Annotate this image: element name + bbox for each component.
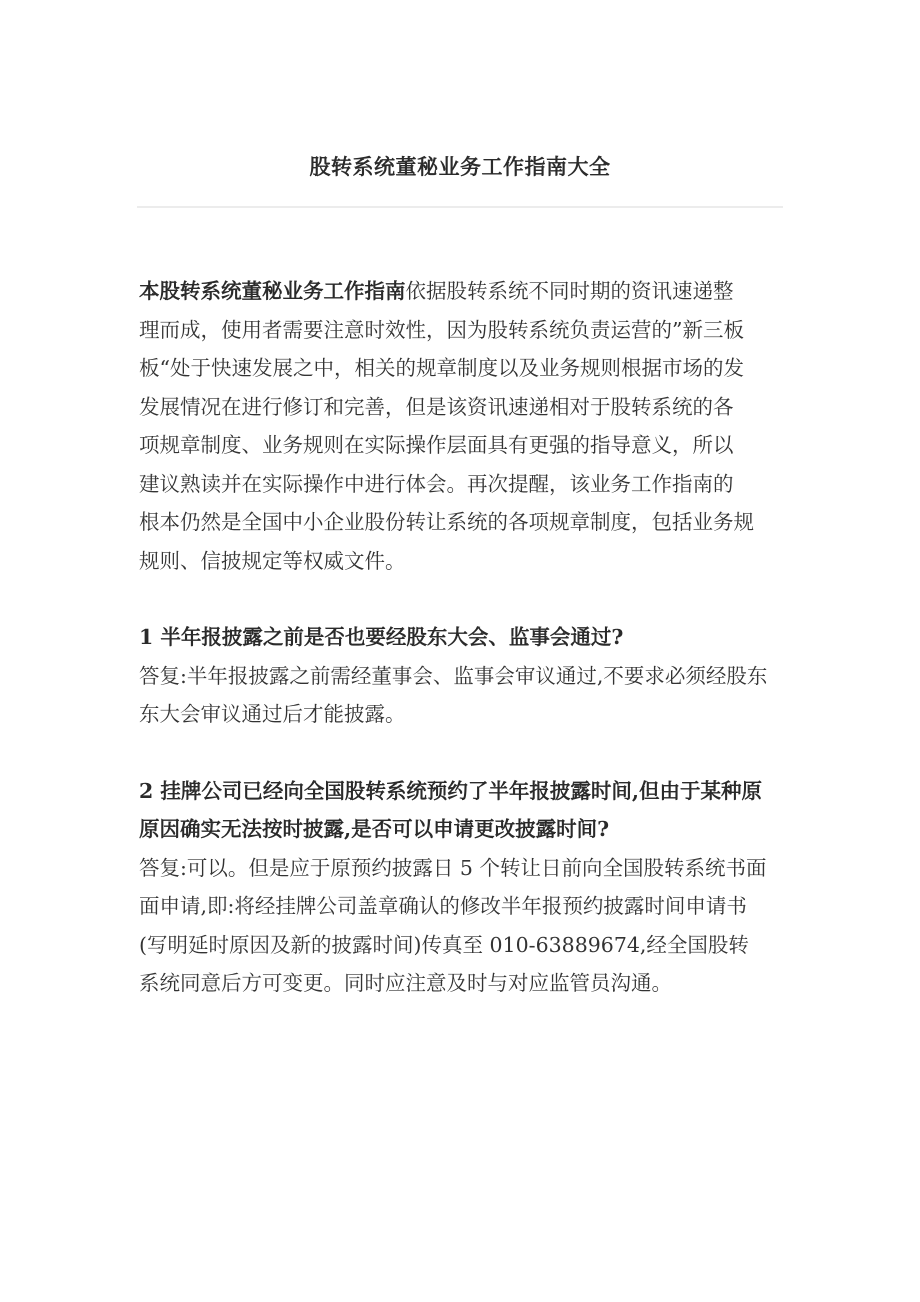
answer-2 <box>139 849 804 1003</box>
answer-1-line-1: 答复:半年报披露之前需经董事会、监事会审议通过,不要求必须经股东 <box>139 663 768 688</box>
intro-bold-lead: 本股转系统董秘业务工作指南 <box>139 279 406 303</box>
intro-line-5: 项规章制度、业务规则在实际操作层面具有更强的指导意义，所以 <box>139 433 734 457</box>
intro-line-3: 板“处于快速发展之中，相关的规章制度以及业务规则根据市场的发 <box>139 356 744 380</box>
intro-line-4: 发展情况在进行修订和完善，但是该资讯速递相对于股转系统的各 <box>139 394 734 419</box>
question-1 <box>139 618 804 657</box>
intro-line-7: 根本仍然是全国中小企业股份转让系统的各项规章制度，包括业务规 <box>139 510 754 534</box>
title-divider <box>137 206 783 208</box>
question-2-line-1: 2 挂牌公司已经向全国股转系统预约了半年报披露时间,但由于某种原 <box>139 778 763 803</box>
answer-2-line-2: 面申请,即:将经挂牌公司盖章确认的修改半年报预约披露时间申请书 <box>139 894 747 918</box>
answer-2-line-1: 答复:可以。但是应于原预约披露日 5 个转让日前向全国股转系统书面 <box>139 855 767 880</box>
document-body <box>139 272 804 1003</box>
intro-line-8: 规则、信披规定等权威文件。 <box>139 548 406 573</box>
intro-line-2: 理而成，使用者需要注意时效性，因为股转系统负责运营的”新三板 <box>139 317 744 342</box>
answer-2-line-3: (写明延时原因及新的披露时间)传真至 010-63889674,经全国股转 <box>139 932 749 957</box>
question-2-line-2: 原因确实无法按时披露,是否可以申请更改披露时间? <box>139 817 610 841</box>
answer-1-line-2: 东大会审议通过后才能披露。 <box>139 702 406 726</box>
question-1-line-1: 1 半年报披露之前是否也要经股东大会、监事会通过? <box>139 625 624 649</box>
intro-line-1-text: 依据股转系统不同时期的资讯速递整 <box>405 279 734 303</box>
intro-line-1 <box>139 272 804 311</box>
intro-line-6: 建议熟读并在实际操作中进行体会。再次提醒，该业务工作指南的 <box>139 471 734 496</box>
answer-1 <box>139 657 804 734</box>
document-title: 股转系统董秘业务工作指南大全 <box>309 154 611 179</box>
answer-2-line-4: 系统同意后方可变更。同时应注意及时与对应监管员沟通。 <box>139 971 672 995</box>
question-2 <box>139 772 804 849</box>
intro-paragraph <box>139 272 804 580</box>
